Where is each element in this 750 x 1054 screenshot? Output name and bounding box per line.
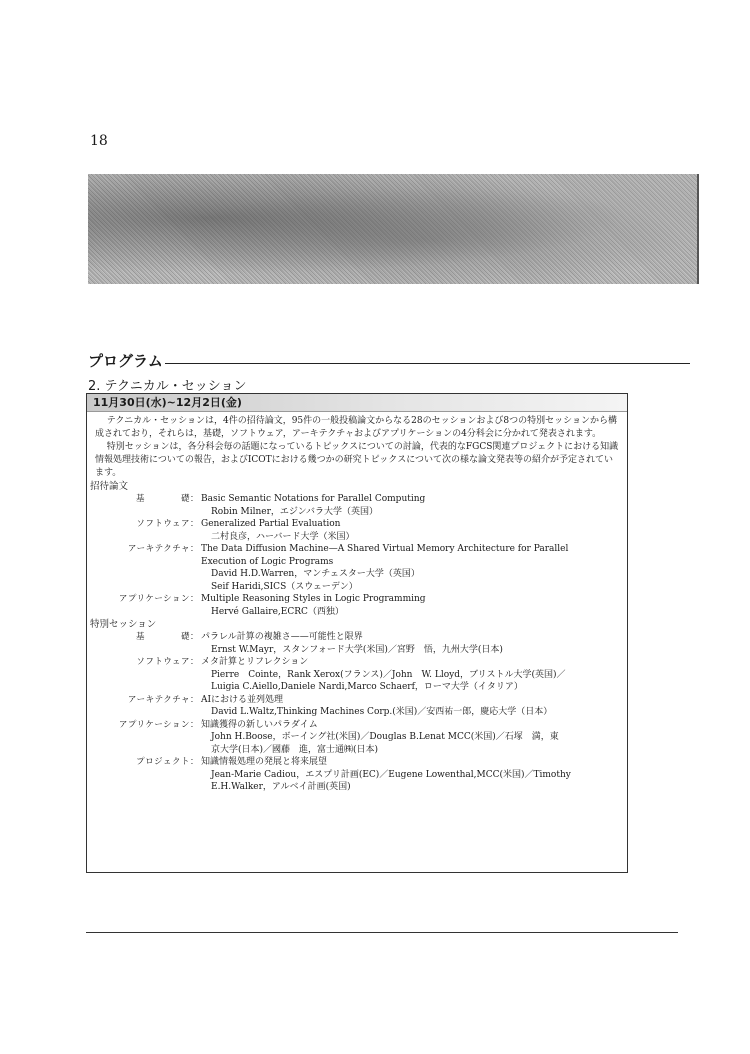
header-rule [165, 363, 690, 364]
special-entry-foundations [87, 631, 627, 656]
special-entry-architecture [87, 694, 627, 719]
entry-author: E.H.Walker，アルベイ計画(英国) [211, 782, 351, 792]
entry-author: Ernst W.Mayr，スタンフォード大学(米国)／宮野 悟，九州大学(日本) [211, 644, 503, 655]
intro-paragraph-1: テクニカル・セッションは，4件の招待論文，95件の一般投稿論文からなる28のセッションおよび8つの特別セッションから構成されており，それらは，基礎，ソフトウェア，アーキテクチャおよびアプリケーションの4分科会に分かれて発表されます。 [95, 416, 617, 439]
invited-entry-architecture [87, 543, 627, 593]
special-entry-projects [87, 756, 627, 794]
session-box [86, 393, 628, 873]
program-header [88, 350, 690, 370]
page-number: 18 [90, 133, 108, 149]
entry-author: John H.Boose，ボーイング社(米国)／Douglas B.Lenat MCC(米国)／石塚 満，東 [211, 732, 559, 742]
invited-entry-foundations [87, 493, 627, 518]
intro-paragraph-2: 特別セッションは，各分科会毎の話題になっているトピックスについての討論，代表的なFGCS関連プロジェクトにおける知識情報処理技術についての報告，およびICOTにおける幾つかの研究トピックスについて次の様な論文発表等の紹介が予定されています。 [95, 442, 619, 478]
special-sessions-heading: 特別セッション [90, 619, 157, 630]
entry-author: David H.D.Warren，マンチェスター大学（英国） [211, 569, 420, 579]
invited-entry-applications [87, 593, 627, 618]
entry-title: 知識獲得の新しいパラダイム [201, 719, 318, 730]
entry-title: AIにおける並列処理 [201, 694, 284, 705]
entry-label: プロジェクト： [136, 757, 199, 767]
entry-label: 基 礎： [135, 494, 199, 504]
special-entry-software [87, 656, 627, 694]
entry-label: ソフトウェア： [136, 519, 199, 529]
entry-label: ソフトウェア： [136, 657, 199, 667]
entry-title: Basic Semantic Notations for Parallel Computing [201, 494, 426, 504]
intro-text [87, 412, 627, 480]
date-bar: 11月30日(水)~12月2日(金) [87, 394, 627, 412]
entry-author: Pierre Cointe，Rank Xerox(フランス)／John W. Lloyd，ブリストル大学(英国)／ [211, 669, 566, 680]
entry-author: Hervé Gallaire,ECRC（西独） [211, 606, 344, 617]
entry-label: アプリケーション： [118, 719, 199, 730]
entry-author: Robin Milner，エジンバラ大学（英国） [211, 506, 379, 517]
program-title: プログラム [88, 351, 163, 370]
entry-title: Generalized Partial Evaluation [201, 519, 341, 529]
entry-title: パラレル計算の複雑さ——可能性と限界 [201, 632, 363, 642]
decorative-banner-image [88, 174, 699, 284]
entry-title: Multiple Reasoning Styles in Logic Programming [201, 594, 426, 604]
entry-label: 基 礎： [135, 632, 199, 642]
entry-author: Jean-Marie Cadiou，エスプリ計画(EC)／Eugene Lowenthal,MCC(米国)／Timothy [211, 769, 571, 780]
special-entry-applications [87, 719, 627, 757]
entry-label: アプリケーション： [118, 594, 199, 604]
entry-label: アーキテクチャ： [127, 544, 199, 554]
entry-title: 知識情報処理の発展と将来展望 [201, 757, 328, 767]
entry-author: Seif Haridi,SICS（スウェーデン） [211, 581, 358, 592]
section-title: 2. テクニカル・セッション [88, 379, 247, 394]
entry-title: メタ計算とリフレクション [201, 657, 309, 667]
bottom-rule [86, 932, 678, 933]
entry-author: 二村良彦，ハーバード大学（米国） [211, 531, 355, 542]
entry-title: The Data Diffusion Machine—A Shared Virtual Memory Architecture for Parallel [201, 544, 569, 554]
entry-author: 京大学(日本)／國藤 進，富士通㈱(日本) [211, 744, 379, 755]
entry-author: Luigia C.Aiello,Daniele Nardi,Marco Schaerf，ローマ大学（イタリア） [211, 682, 523, 692]
entry-author: David L.Waltz,Thinking Machines Corp.(米国)／安西祐一郎，慶応大学（日本） [211, 707, 553, 717]
invited-entry-software [87, 518, 627, 543]
entry-label: アーキテクチャ： [127, 694, 199, 705]
entry-title-continued: Execution of Logic Programs [201, 556, 334, 567]
invited-papers-heading: 招待論文 [90, 481, 129, 492]
